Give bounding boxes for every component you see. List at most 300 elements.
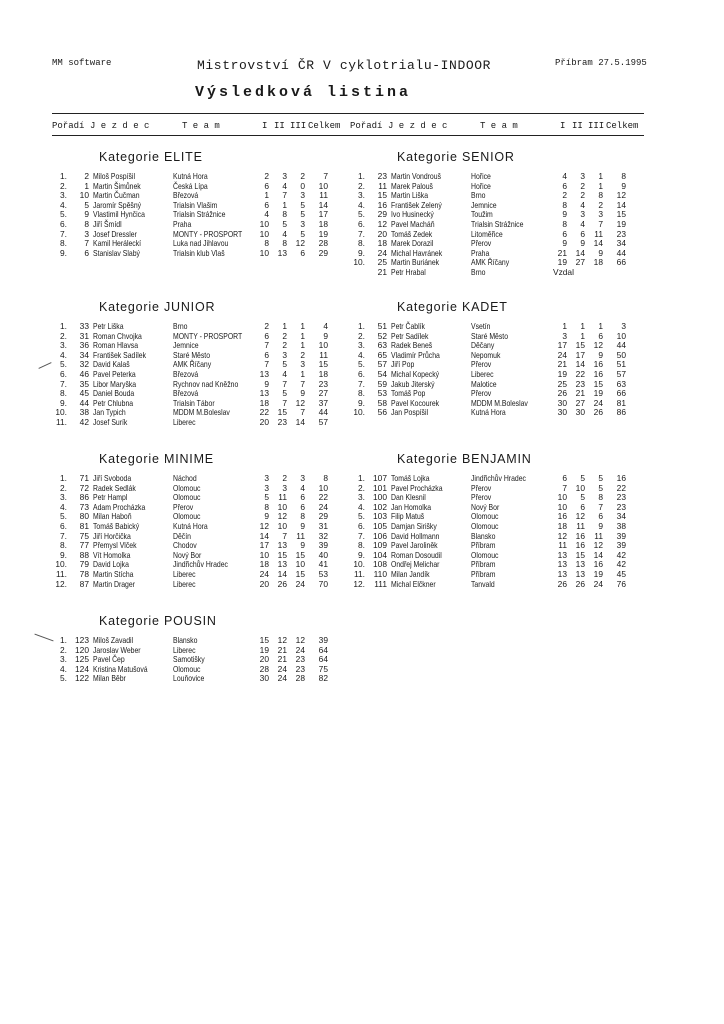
round-3-score: 6 — [598, 511, 603, 522]
round-3-score: 7 — [300, 407, 305, 418]
rank: 2. — [358, 482, 365, 493]
rider-name: Milan Jandík — [391, 568, 430, 579]
start-number: 21 — [377, 266, 387, 277]
rank: 11. — [55, 568, 67, 579]
total-score: 10 — [318, 180, 328, 191]
start-number: 106 — [373, 530, 387, 541]
rider-name: Michal Elčkner — [391, 578, 436, 589]
round-3-score: 2 — [598, 199, 603, 210]
round-3-score: 8 — [300, 511, 305, 522]
total-score: 14 — [616, 199, 626, 210]
rank: 3. — [60, 190, 67, 201]
rider-name: Michal Kopecký — [391, 368, 440, 379]
rider-name: Přemysl Vlček — [93, 540, 137, 551]
rider-name: Kamil Heráleckí — [93, 238, 142, 249]
round-3-score: 23 — [295, 654, 305, 665]
round-2-score: 5 — [580, 492, 585, 503]
team-name: Jindřichův Hradec — [173, 559, 228, 570]
round-1-score: 6 — [264, 349, 269, 360]
rider-name: Pavel Macháň — [391, 218, 435, 229]
round-2-score: 15 — [575, 340, 585, 351]
results-rows — [353, 474, 649, 589]
rank: 5. — [60, 359, 67, 370]
round-1-score: 7 — [264, 340, 269, 351]
team-name: Vsetín — [471, 321, 491, 331]
total-score: 8 — [621, 171, 626, 181]
total-score: 23 — [318, 378, 328, 389]
team-name: Hořice — [471, 180, 491, 191]
rank: 5. — [358, 511, 365, 522]
results-rows — [55, 322, 351, 428]
round-1-score: 9 — [264, 378, 269, 389]
round-2-score: 5 — [282, 218, 287, 229]
category-title: Kategorie JUNIOR — [99, 300, 216, 314]
rider-name: Stanislav Slabý — [93, 247, 140, 258]
category-title: Kategorie KADET — [397, 300, 508, 314]
rank: 10. — [55, 559, 67, 570]
rank: 3. — [358, 340, 365, 351]
rank: 10. — [353, 559, 365, 570]
round-2-score: 2 — [282, 330, 287, 341]
round-2-score: 1 — [580, 321, 585, 331]
round-1-score: 20 — [259, 416, 269, 427]
round-3-score: 1 — [300, 321, 305, 331]
start-number: 51 — [377, 321, 387, 331]
rank: 1. — [358, 171, 365, 181]
total-score: 45 — [616, 568, 626, 579]
rider-name: Petr Čablík — [391, 321, 425, 331]
total-score: 40 — [318, 549, 328, 560]
round-3-score: 6 — [300, 247, 305, 258]
round-2-score: 1 — [282, 199, 287, 210]
total-score: 39 — [616, 540, 626, 551]
start-number: 105 — [373, 520, 387, 531]
round-1-score: 17 — [557, 340, 567, 351]
rank: 4. — [358, 501, 365, 512]
start-number: 56 — [377, 407, 387, 418]
round-3-score: 12 — [593, 340, 603, 351]
team-name: MDDM M.Boleslav — [173, 407, 230, 418]
rider-name: Martin Šimůnek — [93, 180, 141, 191]
round-2-score: 24 — [277, 663, 287, 674]
round-3-score: 15 — [295, 549, 305, 560]
team-name: Přerov — [471, 388, 492, 399]
start-number: 100 — [373, 492, 387, 503]
round-1-score: 8 — [562, 199, 567, 210]
rider-name: Petr Hampl — [93, 492, 128, 503]
round-2-score: 3 — [580, 171, 585, 181]
result-row — [55, 674, 351, 684]
round-3-score: 7 — [300, 378, 305, 389]
total-score: 10 — [318, 340, 328, 351]
round-3-score: 0 — [300, 180, 305, 191]
round-1-score: 18 — [557, 520, 567, 531]
total-score: 50 — [616, 349, 626, 360]
rank: 3. — [358, 492, 365, 503]
rank: 8. — [60, 238, 67, 249]
rank: 6. — [60, 218, 67, 229]
total-score: 57 — [616, 368, 626, 379]
start-number: 120 — [75, 644, 89, 655]
rider-name: David Hollmann — [391, 530, 440, 541]
round-2-score: 12 — [277, 635, 287, 645]
rank: 9. — [60, 549, 67, 560]
rank: 4. — [358, 349, 365, 360]
team-name: Praha — [471, 247, 490, 258]
round-2-score: 4 — [282, 228, 287, 239]
round-1-score: 6 — [264, 199, 269, 210]
round-2-score: 11 — [576, 520, 585, 531]
start-number: 24 — [377, 247, 387, 258]
round-1-score: 1 — [264, 190, 269, 201]
team-name: Staré Město — [471, 330, 509, 341]
round-1-score: 30 — [259, 673, 269, 684]
round-2-score: 16 — [575, 530, 585, 541]
round-1-score: 10 — [259, 218, 269, 229]
rider-name: Josef Dressler — [93, 228, 137, 239]
round-3-score: 14 — [295, 416, 305, 427]
round-3-score: 3 — [598, 209, 603, 220]
start-number: 122 — [75, 673, 89, 684]
rank: 4. — [60, 663, 67, 674]
rider-name: Miloš Pospíšil — [93, 171, 135, 181]
rank: 10. — [353, 257, 365, 268]
rank: 7. — [358, 378, 365, 389]
round-1-score: 19 — [557, 257, 567, 268]
round-1-score: 8 — [264, 238, 269, 249]
team-name: Nový Bor — [471, 501, 500, 512]
round-3-score: 9 — [598, 520, 603, 531]
team-name: MONTY - PROSPORT — [173, 330, 243, 341]
round-2-score: 1 — [282, 321, 287, 331]
col-jezdec: J e z d e c — [90, 121, 150, 131]
total-score: 82 — [318, 673, 328, 684]
round-3-score: 5 — [598, 473, 603, 483]
rank: 7. — [60, 378, 67, 389]
round-1-score: 13 — [557, 568, 567, 579]
round-3-score: 24 — [295, 578, 305, 589]
start-number: 45 — [79, 388, 89, 399]
total-score: 53 — [318, 568, 328, 579]
round-2-score: 27 — [575, 397, 585, 408]
round-2-score: 8 — [282, 209, 287, 220]
round-3-score: 2 — [300, 171, 305, 181]
start-number: 31 — [79, 330, 89, 341]
rank: 9. — [358, 549, 365, 560]
team-name: Přerov — [471, 238, 492, 249]
start-number: 32 — [79, 359, 89, 370]
result-row — [55, 418, 351, 428]
total-score: 63 — [616, 378, 626, 389]
round-3-score: 3 — [300, 190, 305, 201]
rider-name: Vít Homolka — [93, 549, 131, 560]
rider-name: Pavel Procházka — [391, 482, 443, 493]
round-2-score: 3 — [580, 209, 585, 220]
col-r3: III — [290, 121, 307, 131]
rank: 7. — [60, 228, 67, 239]
round-3-score: 4 — [300, 482, 305, 493]
rank: 2. — [60, 180, 67, 191]
rider-name: Filip Matuš — [391, 511, 425, 522]
team-name: Blansko — [173, 635, 198, 645]
rank: 3. — [358, 190, 365, 201]
total-score: 19 — [616, 218, 626, 229]
total-score: 44 — [616, 340, 626, 351]
team-name: Olomouc — [471, 511, 499, 522]
rank: 11. — [353, 568, 365, 579]
rank: 4. — [60, 501, 67, 512]
rider-name: David Kalaš — [93, 359, 130, 370]
round-1-score: 22 — [259, 407, 269, 418]
round-1-score: 8 — [562, 218, 567, 229]
round-2-score: 13 — [575, 559, 585, 570]
start-number: 71 — [79, 473, 89, 483]
rider-name: Tomáš Lojka — [391, 473, 430, 483]
rank: 6. — [358, 218, 365, 229]
round-2-score: 7 — [282, 397, 287, 408]
round-1-score: 6 — [562, 180, 567, 191]
team-name: Jemnice — [471, 199, 497, 210]
rider-name: Petr Chlubna — [93, 397, 134, 408]
start-number: 111 — [374, 578, 387, 589]
round-1-score: 2 — [264, 171, 269, 181]
col-r1: I — [262, 121, 268, 131]
team-name: Březová — [173, 190, 199, 201]
round-2-score: 14 — [575, 247, 585, 258]
rider-name: Ondřej Melichar — [391, 559, 440, 570]
start-number: 18 — [377, 238, 387, 249]
team-name: Toužim — [471, 209, 493, 220]
round-3-score: 1 — [300, 330, 305, 341]
team-name: Přerov — [471, 359, 492, 370]
total-score: 18 — [318, 218, 328, 229]
team-name: Louňovice — [173, 673, 205, 684]
rank: 2. — [60, 330, 67, 341]
round-1-score: 3 — [264, 482, 269, 493]
total-score: 38 — [616, 520, 626, 531]
round-1-score: 24 — [557, 349, 567, 360]
round-1-score: 7 — [562, 482, 567, 493]
col-r2: II — [572, 121, 583, 131]
rider-name: Jan Typich — [93, 407, 126, 418]
team-name: Olomouc — [173, 511, 201, 522]
rank: 9. — [358, 397, 365, 408]
round-3-score: 1 — [598, 180, 603, 191]
round-3-score: 24 — [593, 397, 603, 408]
total-score: 70 — [318, 578, 328, 589]
start-number: 75 — [79, 530, 89, 541]
round-1-score: 1 — [562, 321, 567, 331]
round-2-score: 14 — [575, 359, 585, 370]
col-r3: III — [588, 121, 605, 131]
team-name: Kutná Hora — [173, 520, 208, 531]
round-1-score: 11 — [558, 540, 567, 551]
round-2-score: 22 — [575, 368, 585, 379]
total-score: 27 — [318, 388, 328, 399]
round-2-score: 7 — [282, 190, 287, 201]
category-title: Kategorie SENIOR — [397, 150, 515, 164]
round-1-score: 8 — [264, 501, 269, 512]
results-rows — [55, 474, 351, 589]
rider-name: Marek Palouš — [391, 180, 433, 191]
round-1-score: 10 — [557, 492, 567, 503]
team-name: Luka nad Jihlavou — [173, 238, 229, 249]
results-rows — [353, 322, 649, 418]
rank: 5. — [60, 209, 67, 220]
start-number: 110 — [373, 568, 387, 579]
start-number: 88 — [79, 549, 89, 560]
team-name: Samotišky — [173, 654, 205, 665]
total-score: 23 — [616, 228, 626, 239]
start-number: 11 — [378, 180, 387, 191]
round-1-score: 20 — [259, 578, 269, 589]
round-2-score: 7 — [282, 378, 287, 389]
total-score: 44 — [616, 247, 626, 258]
round-2-score: 10 — [575, 482, 585, 493]
round-3-score: 19 — [593, 568, 603, 579]
round-3-score: 5 — [300, 228, 305, 239]
rank: 1. — [358, 321, 365, 331]
rider-name: Martin Drager — [93, 578, 135, 589]
team-name: Nový Bor — [173, 549, 202, 560]
team-name: Staré Město — [173, 349, 211, 360]
round-1-score: 13 — [557, 559, 567, 570]
round-1-score: 26 — [557, 388, 567, 399]
team-name: Kutná Hora — [471, 407, 506, 418]
category-title: Kategorie MINIME — [99, 452, 214, 466]
team-name: Malotice — [471, 378, 497, 389]
round-3-score: 11 — [594, 228, 603, 239]
rider-name: Ivo Husinecký — [391, 209, 434, 220]
team-name: Trialsin klub Vlaš — [173, 247, 225, 258]
rider-name: Roman Chvojka — [93, 330, 142, 341]
results-subtitle: Výsledková listina — [195, 84, 412, 101]
round-3-score: 19 — [593, 388, 603, 399]
total-score: 7 — [323, 171, 328, 181]
rank: 6. — [358, 520, 365, 531]
team-name: Děčín — [173, 530, 191, 541]
team-name: Jindřichův Hradec — [471, 473, 526, 483]
col-r1: I — [560, 121, 566, 131]
start-number: 65 — [377, 349, 387, 360]
rank: 2. — [358, 330, 365, 341]
team-name: Přerov — [173, 501, 194, 512]
team-name: Trialsin Vlašim — [173, 199, 218, 210]
rider-name: Martin Vondrouš — [391, 171, 442, 181]
round-2-score: 14 — [277, 568, 287, 579]
start-number: 81 — [79, 520, 89, 531]
start-number: 34 — [79, 349, 89, 360]
round-3-score: 6 — [300, 501, 305, 512]
round-2-score: 21 — [277, 654, 287, 665]
rider-name: Vlastimil Hynčica — [93, 209, 145, 220]
team-name: Hořice — [471, 171, 491, 181]
team-name: Praha — [173, 218, 192, 229]
start-number: 7 — [84, 238, 89, 249]
rider-name: Martin Buriánek — [391, 257, 440, 268]
start-number: 1 — [84, 180, 89, 191]
rank: 9. — [60, 247, 67, 258]
round-1-score: 30 — [557, 397, 567, 408]
round-3-score: 11 — [594, 530, 603, 541]
rank: 1. — [358, 473, 365, 483]
round-1-score: 15 — [259, 635, 269, 645]
round-2-score: 6 — [580, 501, 585, 512]
total-score: 14 — [318, 199, 328, 210]
team-name: Náchod — [173, 473, 197, 483]
round-2-score: 26 — [277, 578, 287, 589]
team-name: Brno — [173, 321, 188, 331]
rank: 5. — [358, 209, 365, 220]
team-name: Brno — [471, 190, 486, 201]
start-number: 58 — [377, 397, 387, 408]
team-name: Liberec — [173, 416, 196, 427]
round-3-score: 5 — [598, 482, 603, 493]
round-3-score: 3 — [300, 359, 305, 370]
round-1-score: 19 — [557, 368, 567, 379]
rank: 11. — [55, 416, 67, 427]
rank: 4. — [60, 199, 67, 210]
round-2-score: 2 — [580, 180, 585, 191]
team-name: Olomouc — [173, 663, 201, 674]
round-2-score: 13 — [575, 568, 585, 579]
total-score: 11 — [319, 190, 328, 201]
rider-name: Tomáš Pop — [391, 388, 426, 399]
total-score: 9 — [323, 330, 328, 341]
rank: 4. — [60, 349, 67, 360]
header-rule-top — [52, 113, 644, 114]
rider-name: Jan Homolka — [391, 501, 432, 512]
round-3-score: 10 — [295, 559, 305, 570]
total-score: 12 — [616, 190, 626, 201]
start-number: 46 — [79, 368, 89, 379]
col-jezdec: J e z d e c — [388, 121, 448, 131]
total-score: 81 — [616, 397, 626, 408]
round-3-score: 12 — [295, 238, 305, 249]
round-2-score: 13 — [277, 559, 287, 570]
round-2-score: 10 — [277, 520, 287, 531]
total-score: 41 — [318, 559, 328, 570]
results-rows — [55, 172, 351, 258]
rider-name: Martin Liška — [391, 190, 429, 201]
total-score: 39 — [318, 540, 328, 551]
round-3-score: 7 — [598, 501, 603, 512]
total-score: 64 — [318, 654, 328, 665]
rider-name: František Sadílek — [93, 349, 147, 360]
round-3-score: 8 — [598, 492, 603, 503]
total-score: 86 — [616, 407, 626, 418]
round-3-score: 1 — [300, 368, 305, 379]
round-2-score: 23 — [575, 378, 585, 389]
total-score: 64 — [318, 644, 328, 655]
team-name: Příbram — [471, 559, 496, 570]
round-1-score: 16 — [557, 511, 567, 522]
start-number: 3 — [84, 228, 89, 239]
start-number: 44 — [79, 397, 89, 408]
rider-name: Jaroslav Weber — [93, 644, 141, 655]
total-score: 19 — [318, 228, 328, 239]
team-name: Trialsin Strážnice — [471, 218, 524, 229]
total-score: 22 — [318, 492, 328, 503]
rider-name: Vladimír Průcha — [391, 349, 440, 360]
start-number: 10 — [79, 190, 89, 201]
total-score: 29 — [318, 511, 328, 522]
total-score: 32 — [318, 530, 328, 541]
round-3-score: 12 — [295, 635, 305, 645]
total-score: 66 — [616, 388, 626, 399]
round-1-score: 2 — [562, 190, 567, 201]
round-3-score: 16 — [593, 368, 603, 379]
